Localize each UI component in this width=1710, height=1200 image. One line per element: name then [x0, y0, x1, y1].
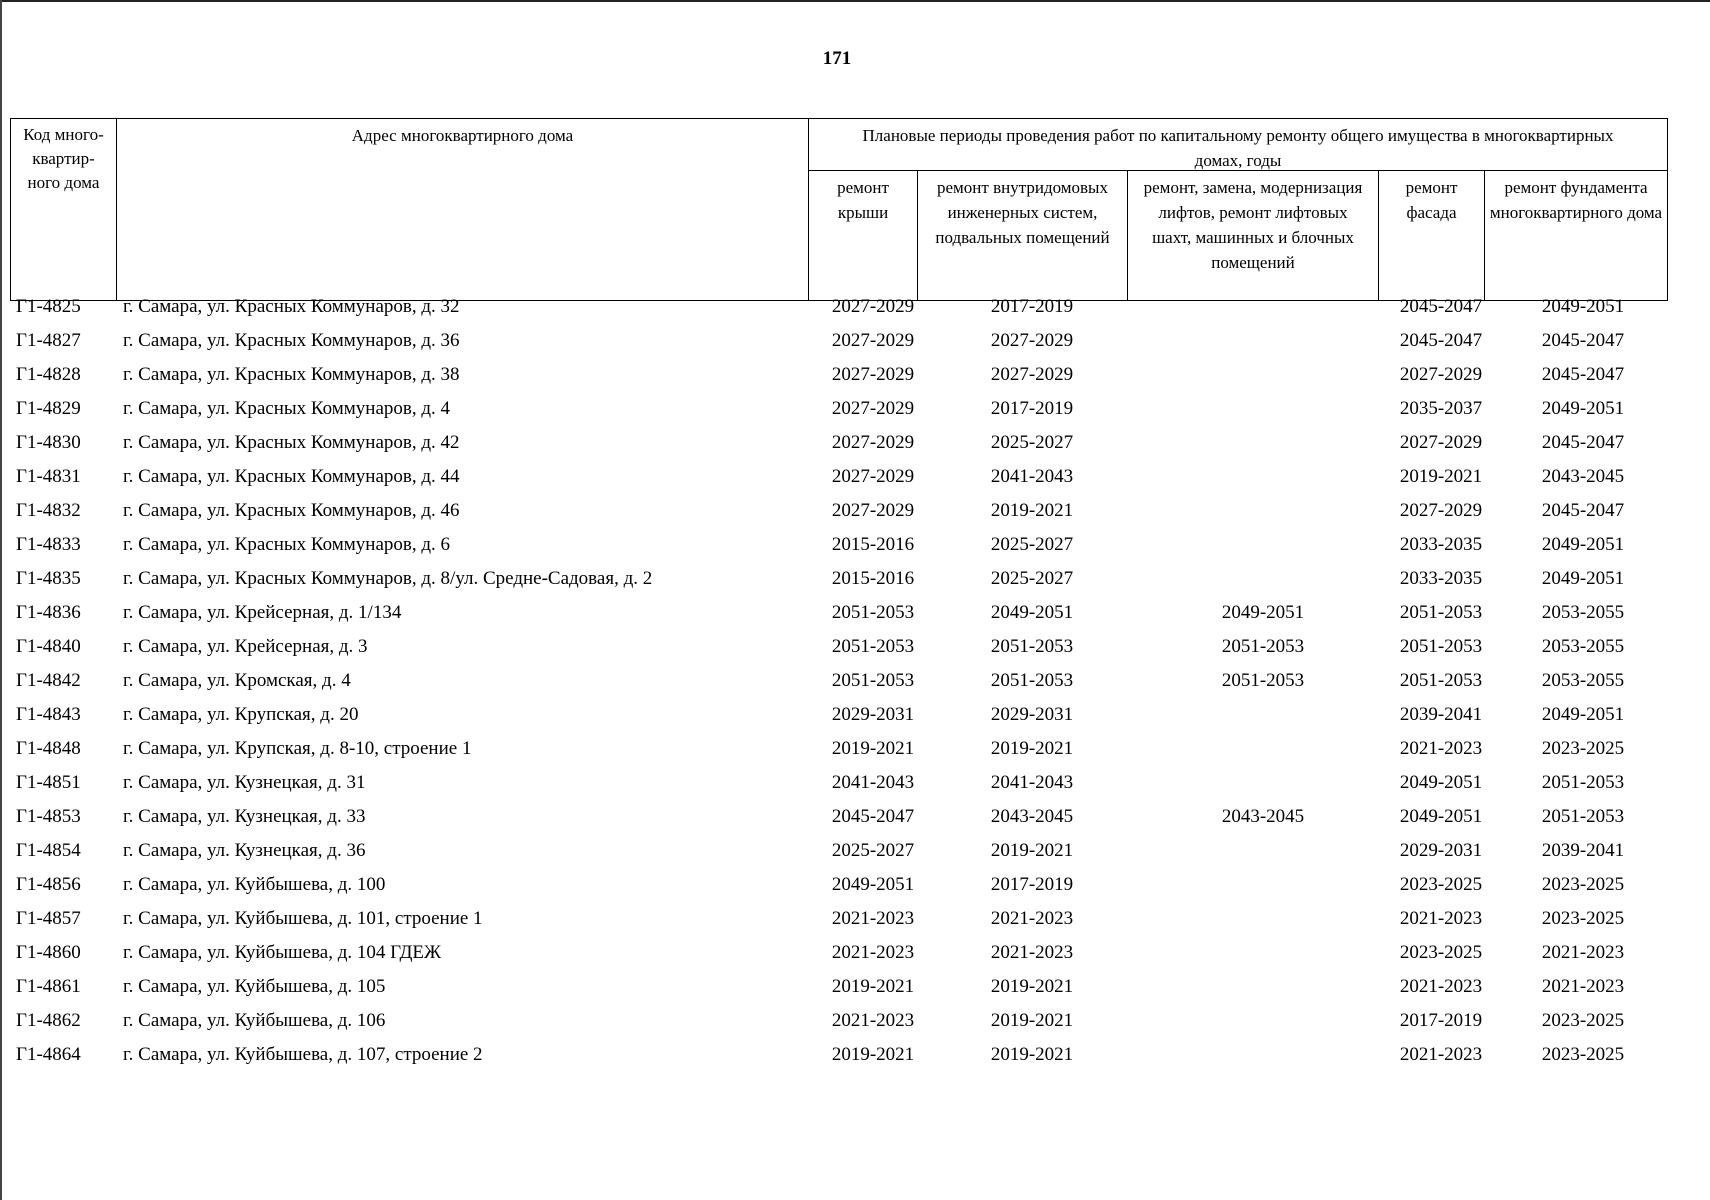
cell-roof: 2027-2029 [831, 500, 915, 521]
cell-code: Г1-4862 [16, 1010, 81, 1031]
cell-facade: 2039-2041 [1399, 704, 1483, 725]
cell-code: Г1-4832 [16, 500, 81, 521]
cell-foundation: 2043-2045 [1541, 466, 1625, 487]
cell-roof: 2027-2029 [831, 466, 915, 487]
cell-roof: 2015-2016 [831, 534, 915, 555]
cell-facade: 2021-2023 [1399, 738, 1483, 759]
header-lifts-label: ремонт, замена, модернизация лифтов, ремонт лифтовых шахт, машинных и блочных помещений [1143, 178, 1363, 272]
cell-code: Г1-4857 [16, 908, 81, 929]
cell-address: г. Самара, ул. Красных Коммунаров, д. 6 [123, 534, 451, 555]
cell-facade: 2045-2047 [1399, 296, 1483, 317]
cell-facade: 2021-2023 [1399, 908, 1483, 929]
cell-facade: 2033-2035 [1399, 534, 1483, 555]
cell-foundation: 2023-2025 [1541, 1044, 1625, 1065]
cell-facade: 2023-2025 [1399, 874, 1483, 895]
cell-code: Г1-4840 [16, 636, 81, 657]
cell-systems: 2017-2019 [990, 874, 1074, 895]
header-code-label: Код много- квартир- ного дома [23, 125, 104, 192]
cell-roof: 2021-2023 [831, 908, 915, 929]
cell-code: Г1-4851 [16, 772, 81, 793]
cell-address: г. Самара, ул. Кузнецкая, д. 31 [123, 772, 366, 793]
cell-roof: 2051-2053 [831, 636, 915, 657]
cell-code: Г1-4864 [16, 1044, 81, 1065]
cell-roof: 2019-2021 [831, 976, 915, 997]
cell-facade: 2033-2035 [1399, 568, 1483, 589]
cell-code: Г1-4835 [16, 568, 81, 589]
cell-facade: 2049-2051 [1399, 772, 1483, 793]
cell-roof: 2019-2021 [831, 738, 915, 759]
cell-code: Г1-4861 [16, 976, 81, 997]
cell-foundation: 2023-2025 [1541, 1010, 1625, 1031]
cell-code: Г1-4853 [16, 806, 81, 827]
cell-roof: 2029-2031 [831, 704, 915, 725]
cell-address: г. Самара, ул. Крейсерная, д. 1/134 [123, 602, 402, 623]
cell-code: Г1-4829 [16, 398, 81, 419]
header-address [116, 118, 809, 301]
cell-roof: 2027-2029 [831, 330, 915, 351]
header-roof [808, 170, 918, 301]
cell-systems: 2041-2043 [990, 772, 1074, 793]
cell-address: г. Самара, ул. Красных Коммунаров, д. 32 [123, 296, 460, 317]
cell-address: г. Самара, ул. Красных Коммунаров, д. 4 [123, 398, 451, 419]
cell-foundation: 2053-2055 [1541, 670, 1625, 691]
top-border [0, 0, 1710, 2]
header-address-label: Адрес многоквартирного дома [351, 126, 574, 145]
cell-roof: 2021-2023 [831, 942, 915, 963]
left-border [0, 0, 2, 1200]
cell-foundation: 2045-2047 [1541, 500, 1625, 521]
cell-roof: 2041-2043 [831, 772, 915, 793]
cell-address: г. Самара, ул. Куйбышева, д. 100 [123, 874, 386, 895]
header-systems-label: ремонт внутридомовых инженерных систем, подвальных помещений [935, 178, 1110, 247]
cell-lifts: 2051-2053 [1221, 670, 1305, 691]
cell-foundation: 2023-2025 [1541, 874, 1625, 895]
cell-systems: 2025-2027 [990, 432, 1074, 453]
cell-code: Г1-4827 [16, 330, 81, 351]
header-lifts [1127, 170, 1379, 301]
cell-foundation: 2049-2051 [1541, 534, 1625, 555]
header-facade [1378, 170, 1485, 301]
cell-roof: 2025-2027 [831, 840, 915, 861]
cell-systems: 2019-2021 [990, 500, 1074, 521]
header-periods [808, 118, 1668, 171]
cell-facade: 2029-2031 [1399, 840, 1483, 861]
cell-foundation: 2023-2025 [1541, 738, 1625, 759]
cell-systems: 2019-2021 [990, 840, 1074, 861]
cell-facade: 2019-2021 [1399, 466, 1483, 487]
cell-systems: 2025-2027 [990, 534, 1074, 555]
cell-facade: 2027-2029 [1399, 364, 1483, 385]
cell-code: Г1-4830 [16, 432, 81, 453]
cell-address: г. Самара, ул. Куйбышева, д. 104 ГДЕЖ [123, 942, 442, 963]
cell-roof: 2021-2023 [831, 1010, 915, 1031]
table-row [10, 1046, 1670, 1080]
cell-systems: 2017-2019 [990, 398, 1074, 419]
cell-systems: 2051-2053 [990, 636, 1074, 657]
cell-facade: 2051-2053 [1399, 602, 1483, 623]
header-facade-label: ремонт фасада [1405, 178, 1458, 222]
cell-address: г. Самара, ул. Куйбышева, д. 106 [123, 1010, 386, 1031]
cell-foundation: 2021-2023 [1541, 976, 1625, 997]
cell-foundation: 2049-2051 [1541, 296, 1625, 317]
cell-lifts: 2043-2045 [1221, 806, 1305, 827]
cell-address: г. Самара, ул. Куйбышева, д. 105 [123, 976, 386, 997]
cell-code: Г1-4843 [16, 704, 81, 725]
cell-roof: 2045-2047 [831, 806, 915, 827]
page-number: 171 [822, 48, 852, 69]
cell-systems: 2051-2053 [990, 670, 1074, 691]
cell-code: Г1-4854 [16, 840, 81, 861]
cell-address: г. Самара, ул. Красных Коммунаров, д. 46 [123, 500, 460, 521]
cell-foundation: 2053-2055 [1541, 602, 1625, 623]
table-body [10, 298, 1670, 1080]
header-code [10, 118, 117, 301]
cell-systems: 2019-2021 [990, 976, 1074, 997]
cell-foundation: 2023-2025 [1541, 908, 1625, 929]
cell-address: г. Самара, ул. Куйбышева, д. 101, строение 1 [123, 908, 483, 929]
cell-foundation: 2051-2053 [1541, 806, 1625, 827]
cell-systems: 2019-2021 [990, 1044, 1074, 1065]
cell-systems: 2043-2045 [990, 806, 1074, 827]
cell-address: г. Самара, ул. Красных Коммунаров, д. 44 [123, 466, 460, 487]
cell-facade: 2051-2053 [1399, 670, 1483, 691]
cell-facade: 2045-2047 [1399, 330, 1483, 351]
cell-roof: 2027-2029 [831, 398, 915, 419]
cell-foundation: 2049-2051 [1541, 568, 1625, 589]
cell-systems: 2025-2027 [990, 568, 1074, 589]
cell-roof: 2027-2029 [831, 432, 915, 453]
cell-lifts: 2049-2051 [1221, 602, 1305, 623]
cell-address: г. Самара, ул. Красных Коммунаров, д. 42 [123, 432, 460, 453]
cell-address: г. Самара, ул. Крупская, д. 20 [123, 704, 359, 725]
cell-systems: 2041-2043 [990, 466, 1074, 487]
cell-systems: 2029-2031 [990, 704, 1074, 725]
cell-roof: 2019-2021 [831, 1044, 915, 1065]
cell-facade: 2027-2029 [1399, 500, 1483, 521]
cell-systems: 2019-2021 [990, 738, 1074, 759]
cell-systems: 2021-2023 [990, 908, 1074, 929]
cell-systems: 2021-2023 [990, 942, 1074, 963]
cell-code: Г1-4833 [16, 534, 81, 555]
cell-facade: 2023-2025 [1399, 942, 1483, 963]
cell-code: Г1-4831 [16, 466, 81, 487]
cell-facade: 2049-2051 [1399, 806, 1483, 827]
header-foundation-label: ремонт фундамента многоквартирного дома [1489, 178, 1663, 222]
cell-address: г. Самара, ул. Куйбышева, д. 107, строение 2 [123, 1044, 483, 1065]
header-periods-label: Плановые периоды проведения работ по капитальному ремонту общего имущества в многоквартирных домах, годы [862, 126, 1614, 170]
cell-foundation: 2045-2047 [1541, 432, 1625, 453]
cell-code: Г1-4856 [16, 874, 81, 895]
cell-facade: 2017-2019 [1399, 1010, 1483, 1031]
cell-code: Г1-4836 [16, 602, 81, 623]
cell-systems: 2017-2019 [990, 296, 1074, 317]
cell-code: Г1-4825 [16, 296, 81, 317]
cell-address: г. Самара, ул. Красных Коммунаров, д. 8/ул. Средне-Садовая, д. 2 [123, 568, 653, 589]
cell-address: г. Самара, ул. Кузнецкая, д. 36 [123, 840, 366, 861]
cell-roof: 2015-2016 [831, 568, 915, 589]
cell-lifts: 2051-2053 [1221, 636, 1305, 657]
cell-foundation: 2049-2051 [1541, 398, 1625, 419]
header-systems [917, 170, 1128, 301]
cell-address: г. Самара, ул. Крупская, д. 8-10, строение 1 [123, 738, 472, 759]
cell-systems: 2049-2051 [990, 602, 1074, 623]
cell-code: Г1-4828 [16, 364, 81, 385]
cell-code: Г1-4848 [16, 738, 81, 759]
cell-foundation: 2045-2047 [1541, 330, 1625, 351]
cell-address: г. Самара, ул. Красных Коммунаров, д. 36 [123, 330, 460, 351]
cell-code: Г1-4842 [16, 670, 81, 691]
cell-address: г. Самара, ул. Крейсерная, д. 3 [123, 636, 368, 657]
cell-roof: 2051-2053 [831, 602, 915, 623]
cell-foundation: 2039-2041 [1541, 840, 1625, 861]
cell-systems: 2027-2029 [990, 364, 1074, 385]
cell-systems: 2027-2029 [990, 330, 1074, 351]
cell-facade: 2021-2023 [1399, 976, 1483, 997]
cell-facade: 2035-2037 [1399, 398, 1483, 419]
header-roof-label: ремонт крыши [837, 178, 889, 222]
cell-address: г. Самара, ул. Кузнецкая, д. 33 [123, 806, 366, 827]
cell-systems: 2019-2021 [990, 1010, 1074, 1031]
cell-foundation: 2021-2023 [1541, 942, 1625, 963]
cell-facade: 2021-2023 [1399, 1044, 1483, 1065]
cell-address: г. Самара, ул. Кромская, д. 4 [123, 670, 351, 691]
cell-roof: 2049-2051 [831, 874, 915, 895]
cell-roof: 2051-2053 [831, 670, 915, 691]
header-foundation [1484, 170, 1668, 301]
cell-foundation: 2051-2053 [1541, 772, 1625, 793]
cell-facade: 2051-2053 [1399, 636, 1483, 657]
cell-foundation: 2053-2055 [1541, 636, 1625, 657]
cell-roof: 2027-2029 [831, 296, 915, 317]
cell-code: Г1-4860 [16, 942, 81, 963]
cell-address: г. Самара, ул. Красных Коммунаров, д. 38 [123, 364, 460, 385]
cell-foundation: 2049-2051 [1541, 704, 1625, 725]
cell-facade: 2027-2029 [1399, 432, 1483, 453]
cell-roof: 2027-2029 [831, 364, 915, 385]
cell-foundation: 2045-2047 [1541, 364, 1625, 385]
